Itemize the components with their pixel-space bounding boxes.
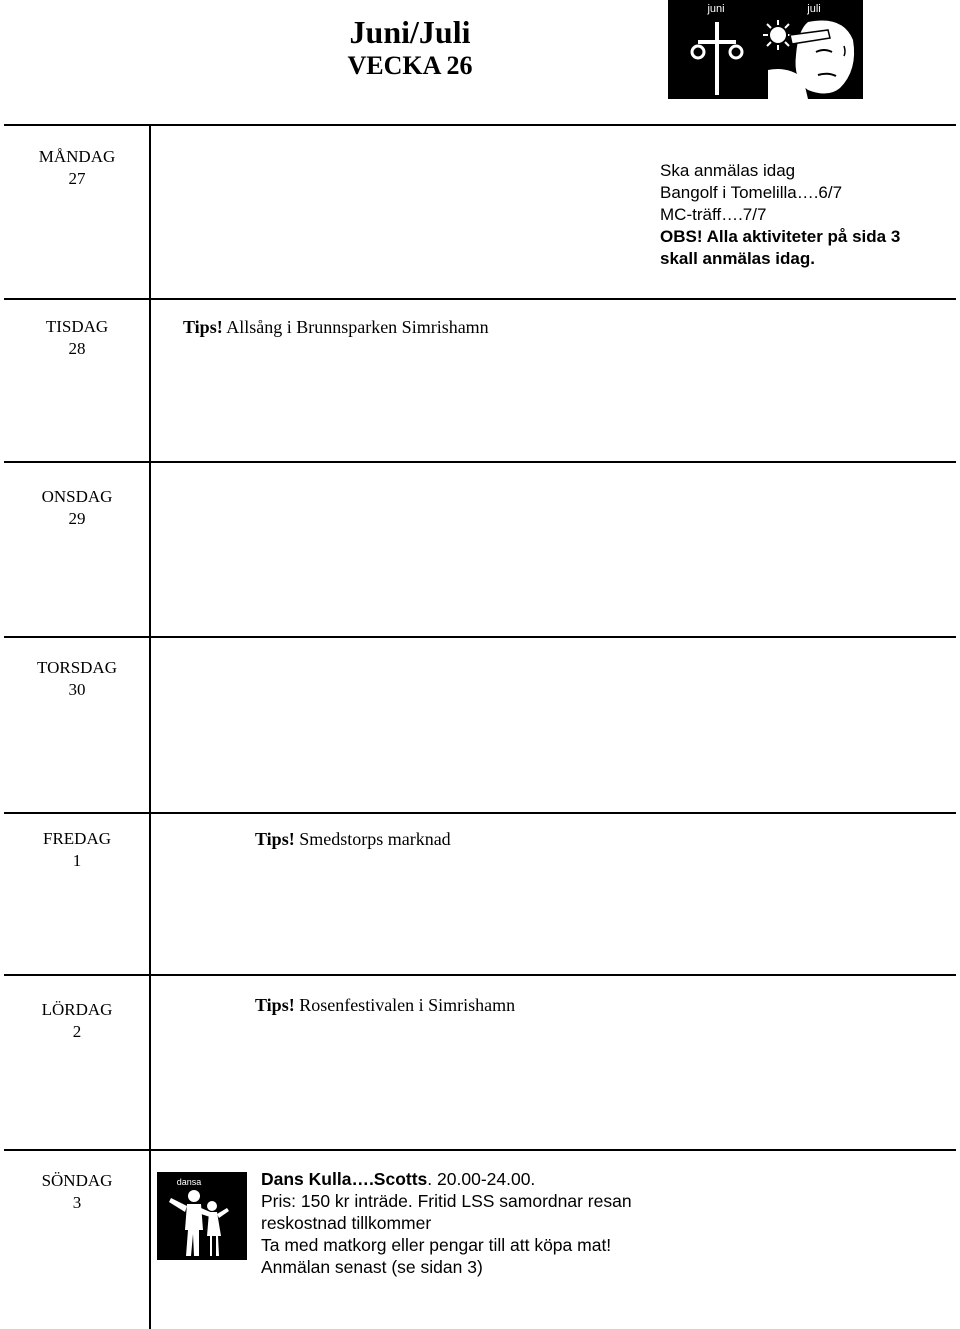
tips-text: Allsång i Brunnsparken Simrishamn [222,317,489,337]
tips-label: Tips! [183,317,223,337]
day-label-sunday [10,1170,144,1214]
tips-text: Rosenfestivalen i Simrishamn [294,995,516,1015]
saturday-entry [255,994,515,1016]
page-title [290,14,530,81]
day-number: 2 [72,1022,82,1041]
day-number: 3 [72,1193,82,1212]
row-divider [4,1149,956,1151]
row-divider [4,974,956,976]
row-divider [4,461,956,463]
tips-label: Tips! [255,995,295,1015]
column-divider [149,125,151,1329]
sunday-line [261,1168,632,1190]
row-divider [4,812,956,814]
dance-icon-label: dansa [176,1177,202,1187]
day-label-thursday [10,657,144,701]
dance-icon [157,1172,247,1260]
day-name: LÖRDAG [41,1000,113,1019]
sunday-line: Anmälan senast (se sidan 3) [261,1257,483,1277]
month-title: Juni/Juli [349,14,471,50]
tuesday-entry [183,316,489,338]
event-time: . 20.00-24.00. [427,1169,536,1189]
day-label-saturday [10,999,144,1043]
row-divider [4,636,956,638]
monday-line: OBS! Alla aktiviteter på sida 3 [660,227,901,246]
row-divider [4,298,956,300]
day-number: 1 [72,851,82,870]
monday-line: MC-träff….7/7 [660,205,767,224]
row-divider [4,124,956,126]
day-name: ONSDAG [41,487,113,506]
day-number: 29 [68,509,86,528]
sunday-line: reskostnad tillkommer [261,1213,432,1233]
day-name: MÅNDAG [38,147,116,166]
day-name: SÖNDAG [41,1171,113,1190]
sunday-entry [261,1168,632,1278]
day-number: 27 [68,169,86,188]
friday-entry [255,828,451,850]
sunday-line: Pris: 150 kr inträde. Fritid LSS samordnar resan [261,1191,632,1211]
day-name: TISDAG [45,317,109,336]
day-name: TORSDAG [37,658,117,677]
tips-text: Smedstorps marknad [294,829,451,849]
midsummer-logo [668,0,863,99]
monday-line: Bangolf i Tomelilla….6/7 [660,183,843,202]
day-label-wednesday [10,486,144,530]
day-number: 30 [68,680,86,699]
monday-line: skall anmälas idag. [660,249,815,268]
logo-label-juli: juli [807,3,821,15]
day-number: 28 [68,339,86,358]
monday-line: Ska anmälas idag [660,161,796,180]
week-title: VECKA 26 [347,50,473,80]
day-label-tuesday [10,316,144,360]
day-name: FREDAG [42,829,111,848]
sun-icon [763,20,793,50]
monday-entry [660,160,900,270]
day-label-monday [10,146,144,190]
day-label-friday [10,828,144,872]
event-title: Dans Kulla….Scotts [261,1169,428,1189]
maypole-icon [692,22,742,95]
logo-label-juni: juni [707,3,725,15]
tips-label: Tips! [255,829,295,849]
sunday-line: Ta med matkorg eller pengar till att köpa mat! [261,1235,612,1255]
